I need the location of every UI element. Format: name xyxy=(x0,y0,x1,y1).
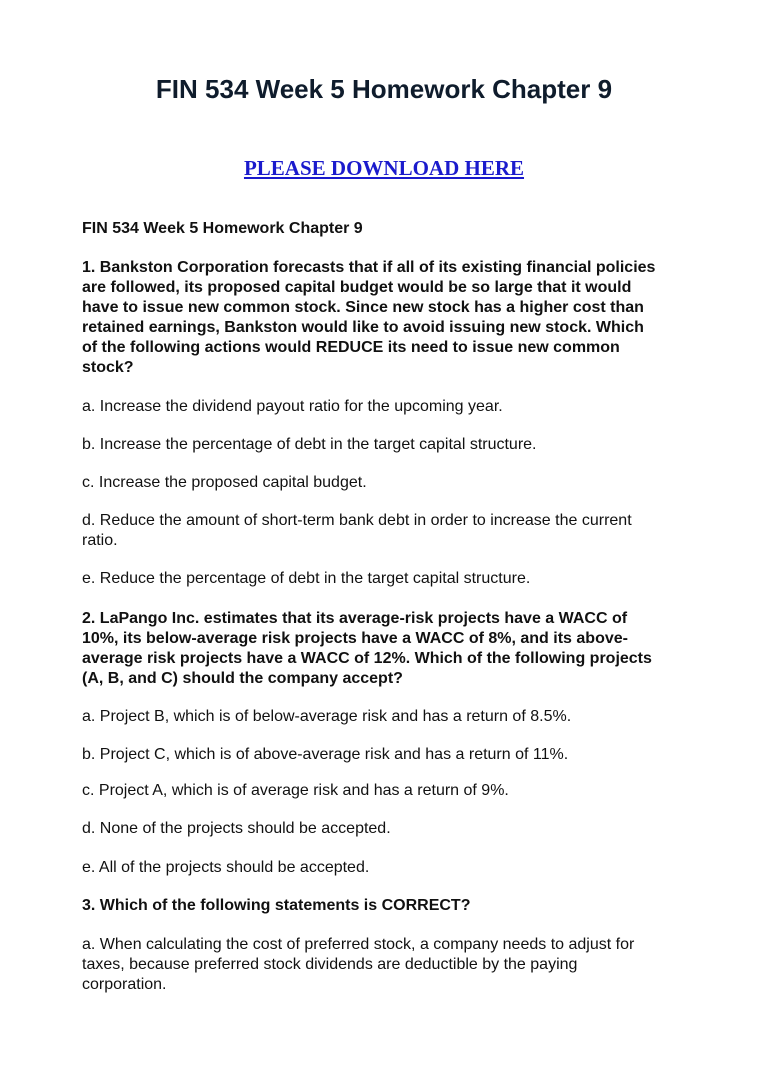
text-line: are followed, its proposed capital budget would be so large that it would xyxy=(82,279,632,296)
answer-option xyxy=(82,781,742,801)
answer-option xyxy=(82,935,742,995)
text-line: c. Project A, which is of average risk and has a return of 9%. xyxy=(82,782,509,799)
question-text xyxy=(82,258,742,378)
text-line: retained earnings, Bankston would like to avoid issuing new stock. Which xyxy=(82,319,644,336)
text-line: e. Reduce the percentage of debt in the target capital structure. xyxy=(82,570,531,587)
text-line: b. Increase the percentage of debt in the target capital structure. xyxy=(82,436,537,453)
answer-option xyxy=(82,511,742,551)
answer-option xyxy=(82,819,742,839)
text-line: b. Project C, which is of above-average risk and has a return of 11%. xyxy=(82,746,569,763)
text-line: FIN 534 Week 5 Homework Chapter 9 xyxy=(82,220,363,237)
answer-option xyxy=(82,745,742,765)
text-line: d. Reduce the amount of short-term bank debt in order to increase the current xyxy=(82,512,632,529)
text-line: a. Project B, which is of below-average risk and has a return of 8.5%. xyxy=(82,708,572,725)
answer-option xyxy=(82,707,742,727)
text-line: c. Increase the proposed capital budget. xyxy=(82,474,367,491)
answer-option xyxy=(82,473,742,493)
text-line: of the following actions would REDUCE its need to issue new common xyxy=(82,339,620,356)
text-line: a. When calculating the cost of preferred stock, a company needs to adjust for xyxy=(82,936,635,953)
text-line: 3. Which of the following statements is CORRECT? xyxy=(82,897,471,914)
text-line: ratio. xyxy=(82,532,118,549)
text-line: 10%, its below-average risk projects have a WACC of 8%, and its above- xyxy=(82,630,628,647)
text-line: (A, B, and C) should the company accept? xyxy=(82,670,403,687)
text-line: have to issue new common stock. Since new stock has a higher cost than xyxy=(82,299,644,316)
document-title: FIN 534 Week 5 Homework Chapter 9 xyxy=(155,74,613,104)
text-line: d. None of the projects should be accepted. xyxy=(82,820,391,837)
section-heading xyxy=(82,219,742,239)
answer-option xyxy=(82,397,742,417)
text-line: stock? xyxy=(82,359,134,376)
text-line: taxes, because preferred stock dividends are deductible by the paying xyxy=(82,956,578,973)
text-line: a. Increase the dividend payout ratio for the upcoming year. xyxy=(82,398,503,415)
text-line: e. All of the projects should be accepted. xyxy=(82,859,370,876)
text-line: corporation. xyxy=(82,976,167,993)
question-text xyxy=(82,896,742,916)
text-line: 1. Bankston Corporation forecasts that if all of its existing financial policies xyxy=(82,259,656,276)
answer-option xyxy=(82,435,742,455)
answer-option xyxy=(82,858,742,878)
question-text xyxy=(82,609,742,689)
text-line: average risk projects have a WACC of 12%. Which of the following projects xyxy=(82,650,652,667)
text-line: 2. LaPango Inc. estimates that its average-risk projects have a WACC of xyxy=(82,610,628,627)
answer-option xyxy=(82,569,742,589)
download-link[interactable]: PLEASE DOWNLOAD HERE xyxy=(243,156,525,180)
